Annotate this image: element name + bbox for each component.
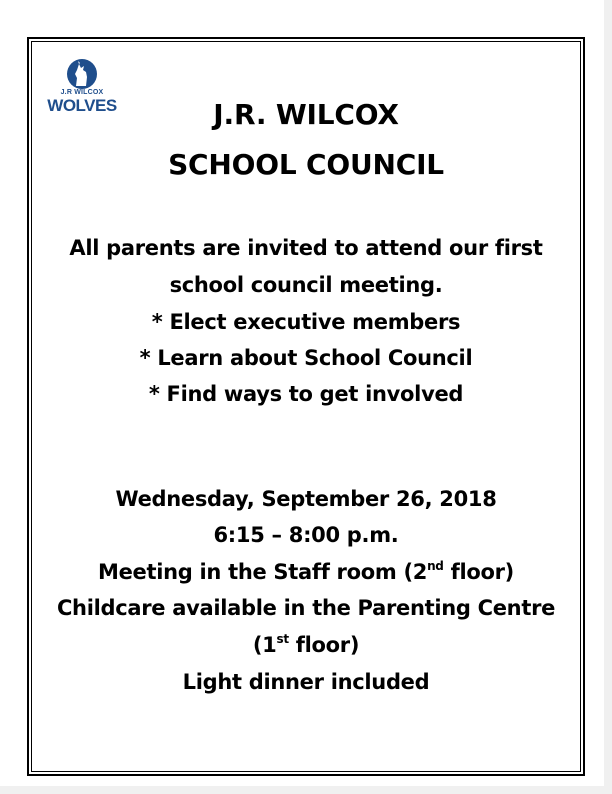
page-shadow-bottom (0, 786, 612, 794)
invitation-line-2: school council meeting. (169, 273, 443, 297)
meeting-time: 6:15 – 8:00 p.m. (213, 523, 399, 547)
page-shadow-right (604, 0, 612, 794)
childcare-line-1: Childcare available in the Parenting Centre (56, 596, 556, 620)
dinner-note: Light dinner included (182, 670, 430, 694)
childcare-sup: st (276, 632, 289, 646)
meeting-date: Wednesday, September 26, 2018 (115, 487, 497, 511)
bullet-elect: * Elect executive members (151, 310, 461, 334)
logo-team-name: WOLVES (47, 96, 117, 115)
wolf-howling-icon (66, 58, 98, 90)
meeting-location-prefix: Meeting in the Staff room (2 (98, 560, 428, 584)
meeting-location-suffix: floor) (443, 560, 514, 584)
meeting-location-sup: nd (427, 559, 444, 573)
bullet-involved: * Find ways to get involved (148, 382, 464, 406)
title-line-2: SCHOOL COUNCIL (168, 148, 444, 181)
invitation-line-1: All parents are invited to attend our first (69, 236, 543, 260)
childcare-suffix: floor) (288, 633, 360, 657)
bullet-learn: * Learn about School Council (139, 346, 473, 370)
logo-school-name: J.R WILCOX (60, 89, 104, 96)
childcare-prefix: (1 (252, 633, 277, 657)
childcare-line-2 (36, 632, 576, 657)
title-line-1: J.R. WILCOX (213, 98, 399, 131)
meeting-location (36, 559, 576, 584)
